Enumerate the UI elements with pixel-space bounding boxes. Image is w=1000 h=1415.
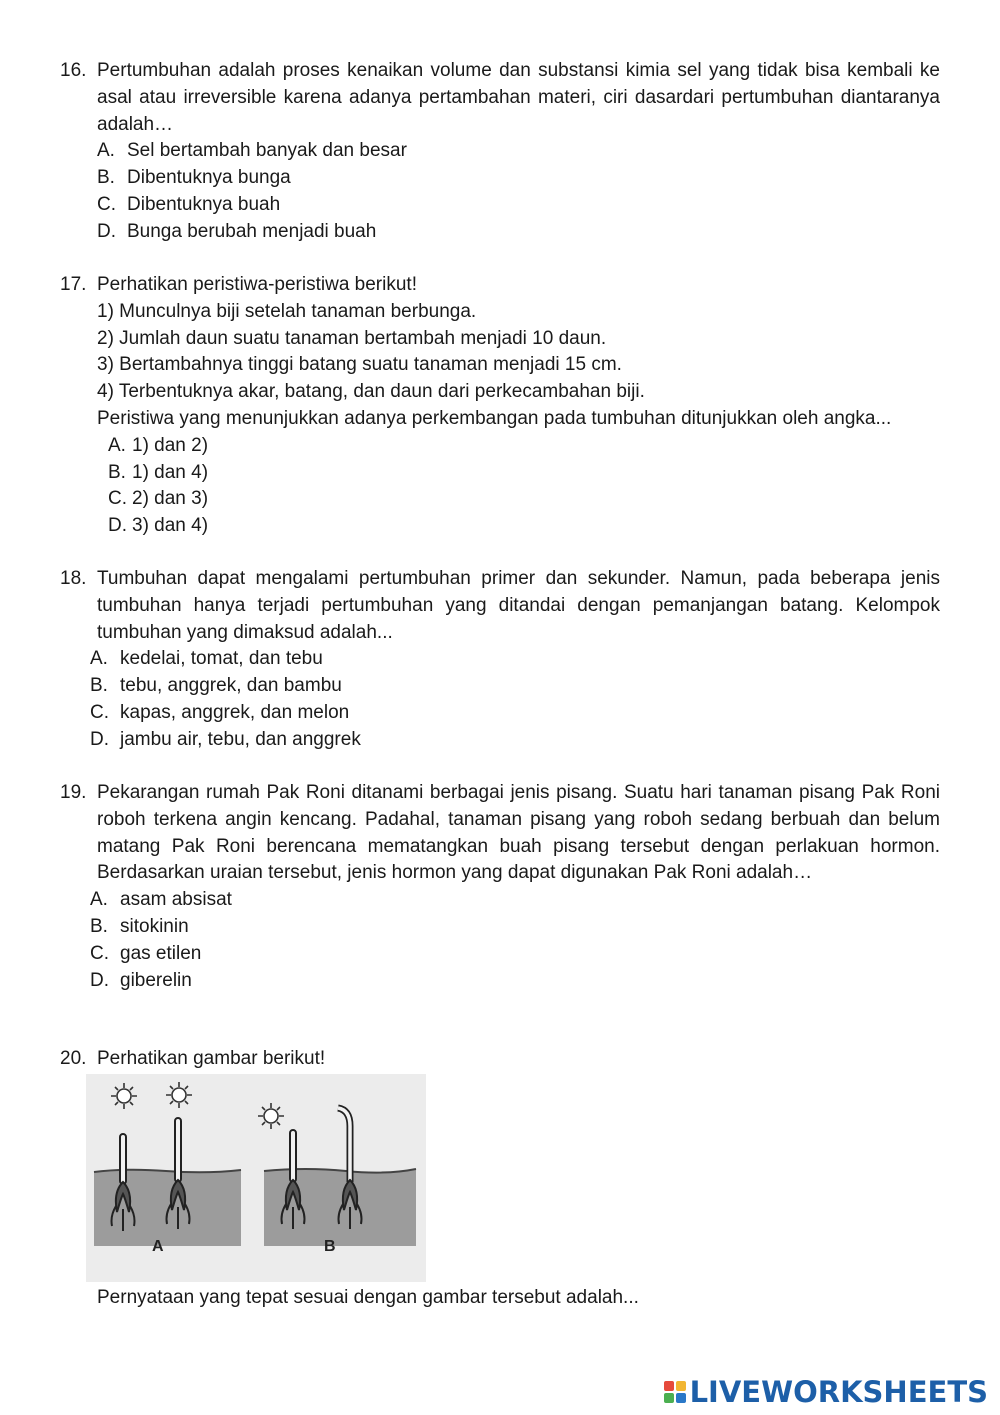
option-letter: D. — [97, 220, 116, 242]
figure-label-a: A — [152, 1238, 164, 1255]
question-17 — [60, 272, 940, 540]
statements-list — [97, 299, 940, 406]
option-text: Bunga berubah menjadi buah — [127, 220, 377, 242]
options-list — [90, 887, 940, 994]
logo-square — [676, 1381, 686, 1391]
option-letter: B. — [90, 675, 108, 697]
option-text: 3) dan 4) — [132, 515, 209, 537]
option-b[interactable] — [90, 914, 940, 941]
option-b[interactable] — [90, 673, 940, 700]
option-text: Sel bertambah banyak dan besar — [127, 140, 407, 162]
logo-square — [664, 1393, 674, 1403]
option-d[interactable] — [90, 727, 940, 754]
question-text: Pernyataan yang tepat sesuai dengan gambar tersebut adalah... — [97, 1287, 639, 1308]
question-text: Peristiwa yang menunjukkan adanya perkembangan pada tumbuhan ditunjukkan oleh angka... — [97, 407, 892, 429]
question-text: Pertumbuhan adalah proses kenaikan volume dan substansi kimia sel yang tidak bisa kembali ke asal atau irreversible karena adanya pertambahan materi, ciri dasardari pertumbuhan diantaranya adalah… — [97, 60, 940, 135]
question-intro: Perhatikan gambar berikut! — [97, 1048, 326, 1069]
option-letter: C. — [90, 701, 109, 723]
figure-label-b: B — [324, 1238, 336, 1255]
question-16 — [60, 58, 940, 246]
option-letter: A. — [90, 889, 108, 911]
option-letter: B. — [97, 167, 115, 189]
option-letter: D. — [90, 969, 109, 991]
option-text: Dibentuknya buah — [127, 193, 281, 215]
question-18 — [60, 566, 940, 754]
option-d[interactable] — [108, 513, 940, 540]
statement-item: 3) Bertambahnya tinggi batang suatu tanaman menjadi 15 cm. — [97, 354, 622, 376]
option-text: sitokinin — [120, 915, 189, 937]
option-letter: A. — [97, 140, 115, 162]
option-letter: B. — [108, 461, 126, 483]
option-c[interactable] — [90, 941, 940, 968]
option-text: Dibentuknya bunga — [127, 167, 291, 189]
option-text: jambu air, tebu, dan anggrek — [120, 728, 361, 750]
option-letter: A. — [108, 434, 126, 456]
question-text: Tumbuhan dapat mengalami pertumbuhan primer dan sekunder. Namun, pada beberapa jenis tumbuhan hanya terjadi pertumbuhan yang ditandai dengan pemanjangan batang. Kelompok tumbuhan yang dimaksud adalah... — [97, 568, 940, 643]
options-list — [90, 646, 940, 753]
question-intro: Perhatikan peristiwa-peristiwa berikut! — [97, 274, 417, 295]
option-b[interactable] — [97, 165, 940, 192]
option-text: 1) dan 2) — [132, 434, 209, 456]
question-19 — [60, 780, 940, 994]
option-text: giberelin — [120, 969, 192, 991]
option-text: asam absisat — [120, 889, 232, 911]
option-text: gas etilen — [120, 942, 202, 964]
option-text: kapas, anggrek, dan melon — [120, 701, 350, 723]
option-a[interactable] — [97, 138, 940, 165]
question-number: 16. — [60, 60, 87, 81]
logo-mark-icon — [664, 1381, 686, 1403]
phototropism-figure — [86, 1074, 426, 1282]
option-text: 2) dan 3) — [132, 488, 209, 510]
sun-icon — [258, 1103, 284, 1129]
option-text: tebu, anggrek, dan bambu — [120, 675, 342, 697]
question-number: 20. — [60, 1048, 87, 1069]
option-a[interactable] — [90, 887, 940, 914]
question-20-prompt — [60, 1285, 940, 1312]
option-letter: C. — [108, 488, 127, 510]
option-a[interactable] — [90, 646, 940, 673]
option-letter: D. — [108, 515, 127, 537]
question-20 — [60, 1046, 940, 1073]
logo-text: LIVEWORKSHEETS — [689, 1374, 988, 1409]
option-d[interactable] — [90, 968, 940, 995]
option-letter: D. — [90, 728, 109, 750]
statement-item: 1) Munculnya biji setelah tanaman berbunga. — [97, 300, 477, 322]
options-list — [97, 138, 940, 245]
option-c[interactable] — [90, 700, 940, 727]
option-d[interactable] — [97, 219, 940, 246]
sun-icon — [111, 1083, 137, 1109]
statement-item: 2) Jumlah daun suatu tanaman bertambah menjadi 10 daun. — [97, 327, 607, 349]
option-c[interactable] — [108, 486, 940, 513]
options-list — [108, 433, 940, 540]
logo-square — [676, 1393, 686, 1403]
statement-item: 4) Terbentuknya akar, batang, dan daun dari perkecambahan biji. — [97, 381, 645, 403]
sun-icon — [166, 1082, 192, 1108]
question-number: 18. — [60, 568, 87, 589]
question-number: 19. — [60, 782, 87, 803]
option-text: kedelai, tomat, dan tebu — [120, 648, 323, 670]
logo-square — [664, 1381, 674, 1391]
question-text: Pekarangan rumah Pak Roni ditanami berbagai jenis pisang. Suatu hari tanaman pisang Pak Roni roboh terkena angin kencang. Padahal, tanaman pisang yang roboh sedang berbuah dan belum matang Pak Roni berencana mematangkan buah pisang tersebut dengan perlakuan hormon. Berdasarkan uraian tersebut, jenis hormon yang dapat digunakan Pak Roni adalah… — [97, 782, 940, 884]
option-letter: C. — [90, 942, 109, 964]
option-text: 1) dan 4) — [132, 461, 209, 483]
option-a[interactable] — [108, 433, 940, 460]
liveworksheets-logo — [664, 1375, 988, 1409]
option-letter: A. — [90, 648, 108, 670]
question-number: 17. — [60, 274, 87, 295]
option-b[interactable] — [108, 460, 940, 487]
option-letter: B. — [90, 915, 108, 937]
option-letter: C. — [97, 193, 116, 215]
option-c[interactable] — [97, 192, 940, 219]
